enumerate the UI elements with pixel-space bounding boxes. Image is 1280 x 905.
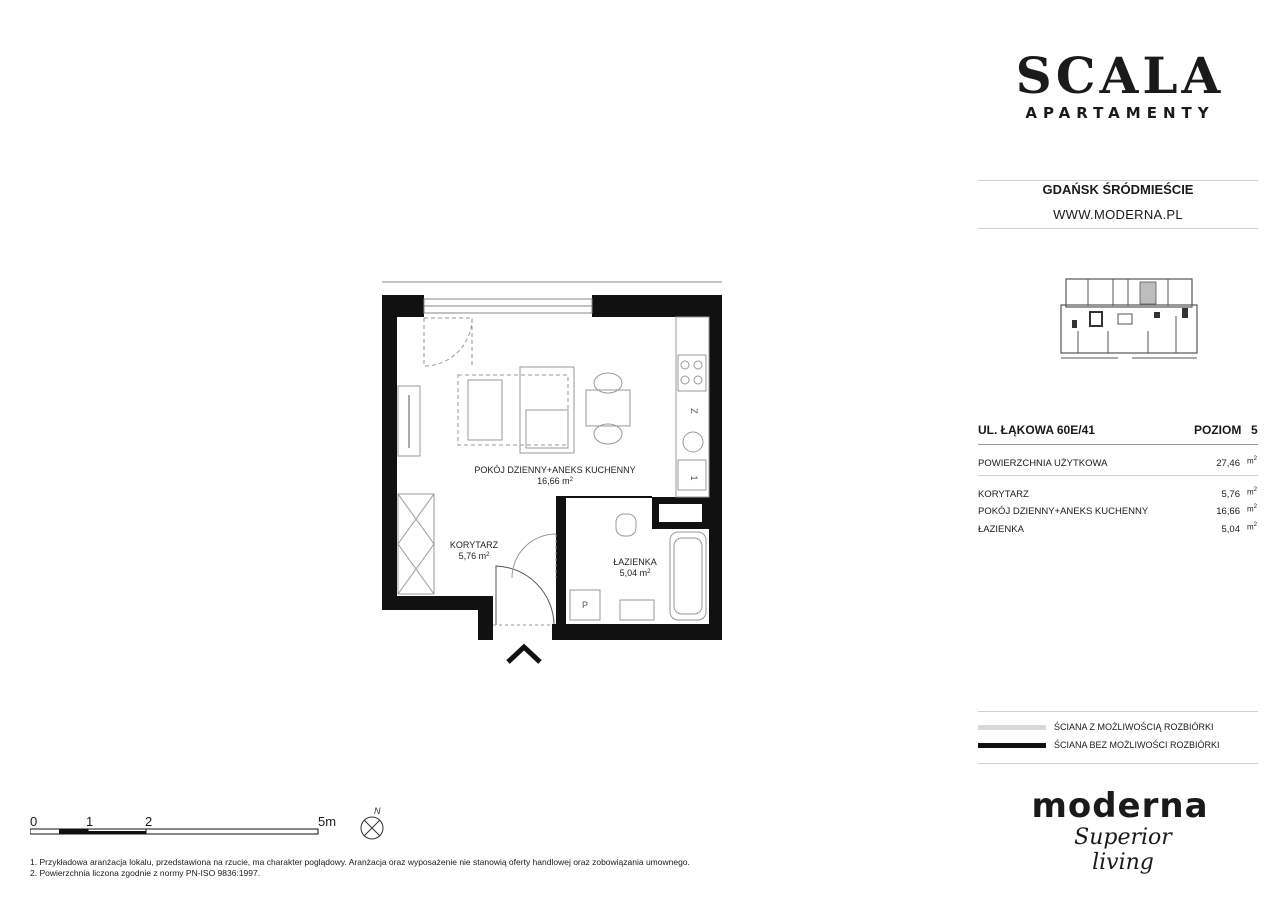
unit-address: UL. ŁĄKOWA 60E/41 — [978, 423, 1095, 437]
total-area-value: 27,46 — [1216, 458, 1240, 469]
removable-wall-label: ŚCIANA Z MOŻLIWOŚCIĄ ROZBIÓRKI — [1054, 722, 1214, 732]
room-row-label: POKÓJ DZIENNY+ANEKS KUCHENNY — [978, 506, 1149, 517]
living-room-area: 16,66 $m^2$ — [537, 476, 573, 486]
bath-label: ŁAZIENKA — [613, 557, 657, 567]
washer-mark: P — [582, 600, 589, 610]
north-label: N — [374, 806, 381, 816]
area-unit: $m^2$ — [1247, 487, 1258, 497]
divider — [978, 763, 1258, 764]
footnote-1: 1. Przykładowa aranżacja lokalu, przedstawiona na rzucie, ma charakter poglądowy. Aranżacja oraz wyposażenie nie stanowią oferty handlowej oraz zobowiązania umownego. — [30, 857, 690, 867]
area-unit: $m^2$ — [1247, 504, 1258, 514]
developer-tagline: Superior living — [1074, 825, 1172, 875]
room-row-value: 5,76 — [1221, 489, 1240, 500]
divider — [978, 444, 1258, 445]
living-room-label: POKÓJ DZIENNY+ANEKS KUCHENNY — [474, 465, 636, 475]
total-area-label: POWIERZCHNIA UŻYTKOWA — [978, 458, 1108, 469]
removable-wall-swatch — [978, 725, 1046, 730]
north-arrow-icon — [358, 804, 386, 842]
bath-area: 5,04 $m^2$ — [619, 568, 651, 578]
scale-tick-5: 5m — [318, 814, 337, 829]
dishwasher-mark: 1 — [689, 475, 699, 481]
level-label: POZIOM — [1194, 423, 1242, 437]
brand-logo-subtitle: APARTAMENTY — [1025, 104, 1215, 122]
brand-logo-title: SCALA — [1015, 46, 1225, 105]
hall-area: 5,76 $m^2$ — [458, 551, 490, 561]
room-row-value: 16,66 — [1216, 506, 1240, 517]
divider — [978, 711, 1258, 712]
scale-bar — [30, 828, 320, 836]
level-value: 5 — [1251, 423, 1258, 437]
area-unit: $m^2$ — [1247, 456, 1258, 466]
room-row-label: KORYTARZ — [978, 489, 1029, 500]
divider — [978, 228, 1258, 229]
floor-plan — [360, 270, 740, 670]
fridge-mark: Z — [689, 408, 699, 414]
footnote-2: 2. Powierzchnia liczona zgodnie z normy PN-ISO 9836:1997. — [30, 868, 261, 878]
website-link[interactable]: WWW.MODERNA.PL — [1053, 207, 1183, 222]
divider — [978, 475, 1258, 476]
scale-tick-2: 2 — [145, 814, 153, 829]
structural-wall-swatch — [978, 743, 1046, 748]
room-row-value: 5,04 — [1221, 524, 1240, 535]
structural-wall-label: ŚCIANA BEZ MOŻLIWOŚCI ROZBIÓRKI — [1054, 740, 1220, 750]
scale-tick-0: 0 — [30, 814, 38, 829]
developer-logo: moderna — [1031, 786, 1209, 826]
room-row-label: ŁAZIENKA — [978, 524, 1024, 535]
area-unit: $m^2$ — [1247, 522, 1258, 532]
divider — [978, 180, 1258, 181]
hall-label: KORYTARZ — [449, 540, 499, 550]
building-key-plan — [1058, 276, 1200, 360]
scale-tick-1: 1 — [86, 814, 94, 829]
city-label: GDAŃSK ŚRÓDMIEŚCIE — [1042, 182, 1194, 197]
